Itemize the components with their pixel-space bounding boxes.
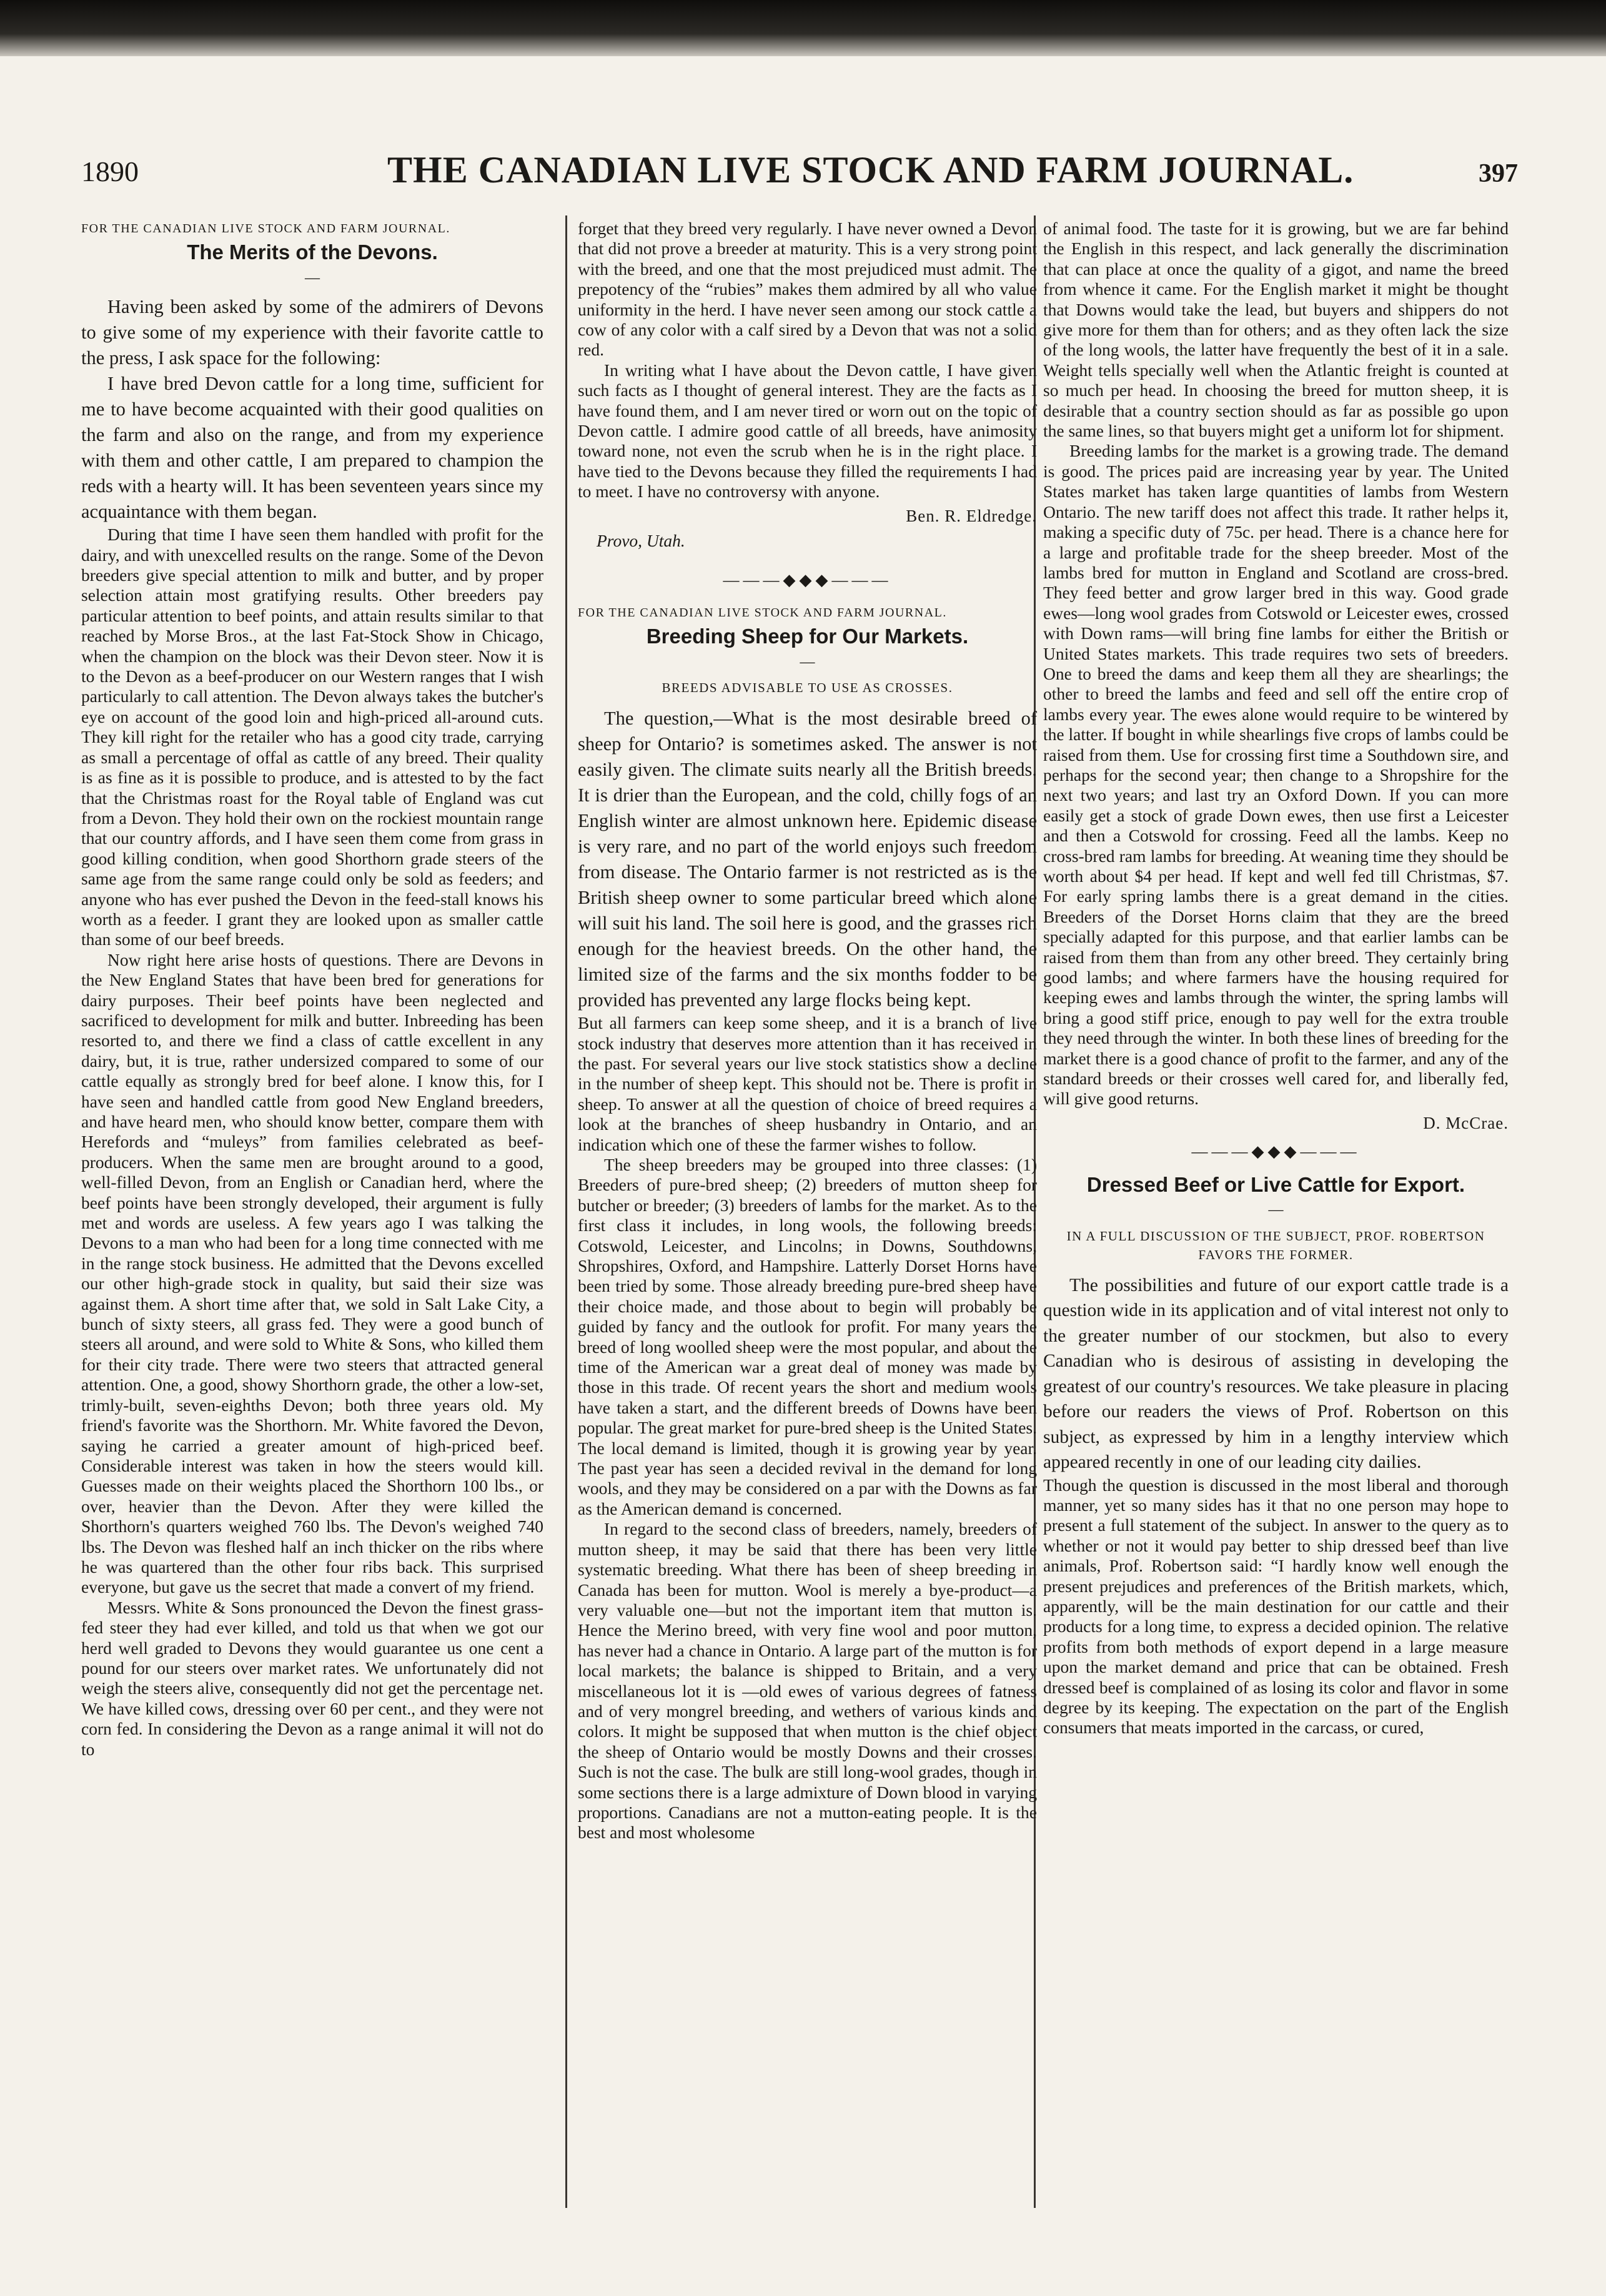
rule-dash: — xyxy=(1268,1202,1284,1219)
author-signature: D. McCrae. xyxy=(1423,1113,1509,1132)
column-2 xyxy=(578,219,1037,1843)
paragraph: Though the question is discussed in the most liberal and thorough manner, yet so many sides has it that no one person may hope to present a full statement of the subject. In answer to the query as to whether or not it would pay better to ship dressed beef than live animals, Prof. Robertson said: “I hardly know well enough the present prejudices and preferences of the British markets, which, apparently, will be the main destination for our cattle and their products for a long time, to express a decided opinion. The relative profits from both methods of export depend in a large measure upon the market demand and price that can be obtained. Fresh dressed beef is complained of as losing its color and flavor in some degree by its keeping. The expectation on the part of the English consumers that meats imported in the carcass, or cured, xyxy=(1043,1475,1509,1738)
paragraph: During that time I have seen them handled with profit for the dairy, and with unexcelled results on the range. Some of the Devon breeders give special attention to milk and butter, and by proper selection attain most gratifying results. Other breeders pay particular attention to beef points, and attain results similar to that reached by Morse Bros., at the last Fat-Stock Show in Chicago, when the champion on the block was their Devon steer. Now it is to the Devon as a beef-producer on our Western ranges that I wish particularly to call attention. The Devon always takes the butcher's eye on account of the good loin and high-priced all-around cuts. They kill right for the retailer who has a good city trade, carrying as small a percentage of offal as cattle of any breed. Their quality is as fine as it is possible to produce, and is attested to by the fact that the Christmas roast for the Royal table of England was cut from a Devon. They hold their own on the rockiest mountain range that our country affords, and I have seen them come from grass in good killing condition, when good Shorthorn grade steers of the same age from the same range could only be sold as feeders; and anyone who has ever pushed the Devon in the feed-stall knows his worth as a feeder. I grant they are looked upon as smaller cattle than some of our beef breeds. xyxy=(81,525,543,949)
article-subhead: IN A FULL DISCUSSION OF THE SUBJECT, PROF. ROBERTSON FAVORS THE FORMER. xyxy=(1066,1228,1485,1262)
rule-dash: — xyxy=(305,269,320,286)
paragraph: forget that they breed very regularly. I have never owned a Devon that did not prove a breeder at maturity. This is a very strong point with the breed, and one that the most prejudiced must admit. The prepotency of the “rubies” makes them admired by all who value uniformity in the herd. I have never seen among our stock cattle a cow of any color with a calf sired by a Devon that was not a solid red. xyxy=(578,219,1037,360)
section-ornament: ———◆◆◆——— xyxy=(723,570,892,589)
article-kicker: FOR THE CANADIAN LIVE STOCK AND FARM JOURNAL. xyxy=(578,605,947,620)
column-3 xyxy=(1043,219,1509,1738)
column-rule xyxy=(565,215,567,2208)
article-subhead: BREEDS ADVISABLE TO USE AS CROSSES. xyxy=(662,680,953,696)
article-title-sheep: Breeding Sheep for Our Markets. xyxy=(646,625,969,648)
paragraph: In regard to the second class of breeders, namely, breeders of mutton sheep, it may be said that there has been very little systematic breeding. What there has been of sheep breeding in Canada has been for mutton. Wool is merely a bye-product—a very valuable one—but not the important item that mutton is. Hence the Merino breed, with very fine wool and poor mutton, has never had a chance in Ontario. A large part of the mutton is for local markets; the balance is shipped to Britain, and a very miscellaneous lot it is —old ewes of various degrees of fatness and of very mongrel breeding, and wethers of various kinds and colors. It might be supposed that when mutton is the chief object the sheep of Ontario would be mostly Downs and their crosses. Such is not the case. The bulk are still long-wool grades, though in some sections there is a large admixture of Down blood in varying proportions. Canadians are not a mutton-eating people. It is the best and most wholesome xyxy=(578,1519,1037,1843)
paragraph: The question,—What is the most desirable breed of sheep for Ontario? is sometimes asked. The answer is not easily given. The climate suits nearly all the British breeds. It is drier than the European, and the cold, chilly fogs of an English winter are almost unknown here. Epidemic disease is very rare, and no part of the world enjoys such freedom from disease. The Ontario farmer is not restricted as is the British sheep owner to some particular breed which alone will suit his land. The soil here is good, and the grasses rich enough for the heaviest breeds. On the other hand, the limited size of the farms and the six months fodder to be provided has prevented any large flocks being kept. xyxy=(578,708,1037,1011)
paragraph: of animal food. The taste for it is growing, but we are far behind the English in this respect, and lack generally the discrimination that can place at once the quality of a gigot, and name the breed from whence it came. For the English market it might be thought that Downs would take the lead, but buyers and shippers do not give more for them than for others; and as they often lack the size of the long wools, the latter have frequently the best of it in a sale. Weight tells specially well when the Atlantic freight is counted at so much per head. In choosing the breed for mutton sheep, it is desirable that a country section should as far as possible go upon the same lines, so that buyers might get a uniform lot for shipment. xyxy=(1043,219,1509,441)
author-place: Provo, Utah. xyxy=(597,531,685,551)
paragraph: But all farmers can keep some sheep, and it is a branch of live stock industry that deserves more attention than it has received in the past. For several years our live stock statistics show a decline in the number of sheep kept. This should not be. There is profit in sheep. To answer at all the question of choice of breed requires a look at the branches of sheep husbandry in Ontario, and an indication which one of these the farmer wishes to follow. xyxy=(578,1013,1037,1154)
lead-paragraphs xyxy=(1043,1273,1509,1475)
column-1 xyxy=(81,219,543,1759)
page-header xyxy=(81,149,1518,199)
issue-year: 1890 xyxy=(81,156,139,187)
paragraph: The possibilities and future of our export cattle trade is a question wide in its application and of vital interest not only to the greater number of our stockmen, but also to every Canadian who is desirous of assisting in developing the greatest of our country's resources. We take pleasure in placing before our readers the views of Prof. Robertson on this subject, as expressed by him in a lengthy interview which appeared recently in one of our leading city dailies. xyxy=(1043,1275,1509,1472)
paragraph: Breeding lambs for the market is a growing trade. The demand is good. The prices paid are increasing year by year. The United States market has taken large quantities of lambs from Western Ontario. The new tariff does not affect this trade. It rather helps it, making a specific duty of 75c. per head. There is a chance here for a large and profitable trade for the sheep breeder. Most of the lambs bred for mutton in England and Scotland are cross-bred. They feed better and grow larger bred in this way. Good grade ewes—long wool grades from Cotswold or Leicester ewes, crossed with Down rams—will bring fine lambs for either the British or United States markets. This trade requires two sets of breeders. One to breed the dams and keep them all they are shearlings; the other to breed the lambs and feed and sell off the entire crop of lambs every year. The ewes alone would require to be wintered by the latter. If bought in while shearlings five crops of lambs could be raised from them. Use for crossing first time a Southdown sire, and perhaps for the second year; then change to a Shropshire for the next two years; and last try an Oxford Down. If you can more easily get a stock of grade Down ewes, then use first a Leicester and then a Cotswold for crossing. Feed all the lambs. Keep no cross-bred ram lambs for breeding. At weaning time they should be worth about $4 per head. If kept and well fed till Christmas, $7. For early spring lambs there is a great demand in the cities. Breeders of the Dorset Horns claim that they are the breed specially adapted for this purpose, and that earlier lambs can be raised from them than from any other breed. They certainly bring good lambs; and where farmers have the housing required for keeping ewes and lambs through the winter, the spring lambs will bring a good stiff price, enough to pay well for the extra trouble they need through the winter. In both these lines of breeding for the market there is a good chance of profit to the farmer, and any of the standard breeds or their crosses well cared for, and liberally fed, will give good returns. xyxy=(1043,441,1509,1109)
scan-top-edge xyxy=(0,0,1606,56)
paragraph: I have bred Devon cattle for a long time, sufficient for me to have become acquainted with their good qualities on the farm and also on the range, and from my experience with them and other cattle, I am prepared to champion the reds with a hearty will. It has been seventeen years since my acquaintance with them began. xyxy=(81,373,543,523)
lead-paragraphs xyxy=(81,294,543,525)
paragraph: Having been asked by some of the admirers of Devons to give some of my experience with their favorite cattle to the press, I ask space for the following: xyxy=(81,296,543,369)
paragraph: The sheep breeders may be grouped into three classes: (1) Breeders of pure-bred sheep; (2) breeders of mutton sheep for butcher or breeder; (3) breeders of lambs for the market. As to the first class it includes, in long wools, the following breeds: Cotswold, Leicester, and Lincolns; in Downs, Southdowns, Shropshires, Oxford, and Hampshire. Latterly Dorset Horns have been tried by some. Those already breeding pure-bred sheep have their choice made, and those about to begin will probably be guided by fancy and the outlook for profit. For many years the breed of long woolled sheep were the most popular, and about the time of the American war a great deal of money was made by those in this trade. Of recent years the short and medium wools have taken a start, and the different breeds of Downs have been popular. The great market for pure-bred sheep is the United States. The local demand is limited, though it is growing year by year. The past year has seen a decided revival in the demand for long wools, and they may be considered on a par with the Downs as far as the American demand is concerned. xyxy=(578,1154,1037,1518)
section-ornament: ———◆◆◆——— xyxy=(1191,1142,1361,1161)
rule-dash: — xyxy=(800,653,815,670)
article-title-export: Dressed Beef or Live Cattle for Export. xyxy=(1086,1172,1465,1196)
article-kicker: FOR THE CANADIAN LIVE STOCK AND FARM JOURNAL. xyxy=(81,222,450,235)
paragraph: Messrs. White & Sons pronounced the Devon the finest grass-fed steer they had ever killed, and told us that when we got our herd well graded to Devons they would guarantee us one cent a pound for our steers over market rates. We unfortunately did not weigh the steers alive, consequently did not get the percentage net. We have killed cows, dressing over 60 per cent., and they were not corn fed. In considering the Devon as a range animal it will not do to xyxy=(81,1597,543,1759)
article-title-devons: The Merits of the Devons. xyxy=(187,240,438,264)
paragraph: Now right here arise hosts of questions. There are Devons in the New England States that have been bred for generations for dairy purposes. Their beef points have been neglected and sacrificed to development for milk and butter. Inbreeding has been resorted to, and there we find a class of cattle excellent in any dairy, but, it is true, rather undersized compared to some of our cattle equally as strongly bred for beef alone. I know this, for I have seen and handled cattle from good New England breeders, and have heard men, who should know better, compare them with Herefords and “muleys” from families celebrated as beef-producers. When the same men are brought around to a good, well-filled Devon, from an English or Canadian herd, where the beef points have been strongly developed, their argument is fully met and words are useless. A few years ago I was talking the Devons to a man who had been for a long time connected with me in the range stock business. He admitted that the Devons excelled our other high-grade stock in quality, but said their size was against them. A short time after that, we sold in Salt Lake City, a bunch of sixty steers, all grass fed. They were a good bunch of steers all around, and were sold to White & Sons, who killed them for their city trade. There were two steers that attracted general attention. One, a good, showy Shorthorn grade, the other a low-set, trimly-built, seven-eighths Devon; both three years old. My friend's favorite was the Shorthorn. Mr. White favored the Devon, saying he carried a greater amount of high-priced beef. Considerable interest was taken in how the steers would kill. Guesses made on their weights placed the Shorthorn 100 lbs., or over, heavier than the Devon. After they were killed the Shorthorn's quarters weighed 760 lbs. The Devon's weighed 740 lbs. The Devon was fleshed half an inch thicker on the ribs where he was quartered than the other four ribs back. This surprised everyone, but gave us the secret that made a convert of my friend. xyxy=(81,949,543,1597)
paragraph: In writing what I have about the Devon cattle, I have given such facts as I thought of general interest. They are the facts as I have found them, and I am never tired or worn out on the topic of Devon cattle. I admire good cattle of all breeds, have animosity toward none, not even the scrub when he is in the right place. I have tied to the Devons because they filled the requirements I had to meet. I have no controversy with anyone. xyxy=(578,360,1037,502)
author-signature: Ben. R. Eldredge. xyxy=(906,506,1037,525)
lead-paragraphs xyxy=(578,706,1037,1013)
page-number: 397 xyxy=(1479,159,1518,188)
journal-title: THE CANADIAN LIVE STOCK AND FARM JOURNAL. xyxy=(387,149,1354,191)
